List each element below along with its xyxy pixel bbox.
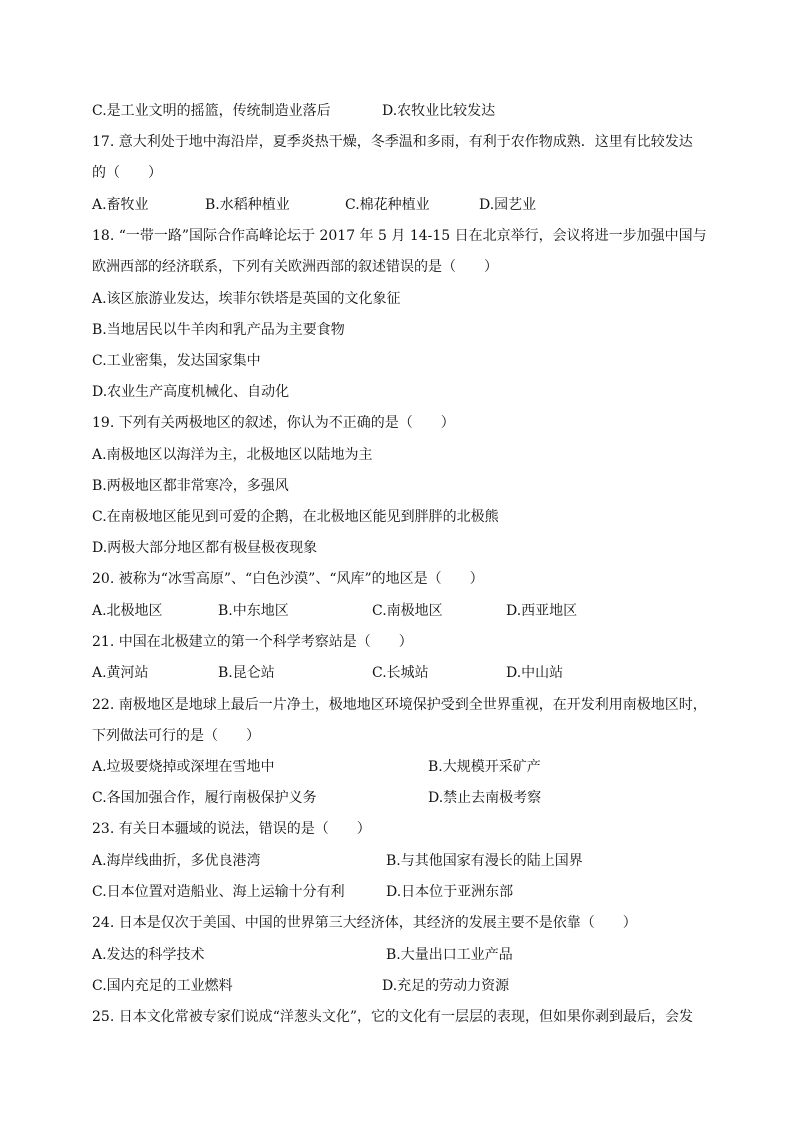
option-c: C.各国加强合作，履行南极保护义务: [92, 790, 317, 806]
question-17-stem: 17. 意大利处于地中海沿岸，夏季炎热干燥，冬季温和多雨，有利于农作物成熟．这里有比较发达: [92, 134, 693, 150]
question-19-stem: 19. 下列有关两极地区的叙述，你认为不正确的是（ ）: [92, 415, 455, 431]
question-23-options-row-1: [92, 850, 706, 872]
question-25-stem: 25. 日本文化常被专家们说成“洋葱头文化”，它的文化有一层层的表现，但如果你剥到最后，会发: [92, 1009, 694, 1025]
question-18-option-b: B.当地居民以牛羊肉和乳产品为主要食物: [92, 322, 345, 338]
option-a: A.垃圾要烧掉或深埋在雪地中: [92, 759, 275, 775]
option-b: B.大量出口工业产品: [386, 947, 513, 963]
question-24-options-row-1: [92, 944, 706, 966]
option-c: C.是工业文明的摇篮，传统制造业落后: [92, 103, 331, 119]
question-18-stem: 18. “一带一路”国际合作高峰论坛于 2017 年 5 月 14-15 日在北京举行，会议将进一步加强中国与: [92, 228, 707, 244]
option-d: D.西亚地区: [506, 603, 578, 619]
option-a: A.黄河站: [92, 665, 149, 681]
question-18-option-a: A.该区旅游业发达，埃菲尔铁塔是英国的文化象征: [92, 291, 401, 307]
question-22-options-row-2: [92, 787, 706, 809]
question-24-stem: 24. 日本是仅次于美国、中国的世界第三大经济体，其经济的发展主要不是依靠（ ）: [92, 915, 637, 931]
question-18-option-c: C.工业密集，发达国家集中: [92, 353, 261, 369]
question-19-option-a: A.南极地区以海洋为主，北极地区以陆地为主: [92, 447, 373, 463]
option-b: B.昆仑站: [218, 665, 275, 681]
option-d: D.中山站: [506, 665, 564, 681]
option-d: D.充足的劳动力资源: [382, 978, 510, 994]
option-c: C.南极地区: [372, 603, 443, 619]
question-21-options-row: [92, 662, 706, 684]
question-21-stem: 21. 中国在北极建立的第一个科学考察站是（ ）: [92, 634, 413, 650]
question-19-option-c: C.在南极地区能见到可爱的企鹅，在北极地区能见到胖胖的北极熊: [92, 509, 499, 525]
question-18-stem-cont: 欧洲西部的经济联系，下列有关欧洲西部的叙述错误的是（ ）: [92, 259, 498, 275]
option-c: C.日本位置对造船业、海上运输十分有利: [92, 884, 345, 900]
question-23-options-row-2: [92, 881, 706, 903]
question-22-options-row-1: [92, 756, 706, 778]
question-20-stem: 20. 被称为“冰雪高原”、“白色沙漠”、“风库”的地区是（ ）: [92, 571, 484, 587]
option-c: C.长城站: [372, 665, 429, 681]
option-a: A.发达的科学技术: [92, 947, 205, 963]
question-24-options-row-2: [92, 975, 706, 997]
question-22-stem-cont: 下列做法可行的是（ ）: [92, 728, 260, 744]
option-c: C.棉花种植业: [345, 197, 430, 213]
option-d: D.农牧业比较发达: [382, 103, 496, 119]
option-b: B.中东地区: [218, 603, 289, 619]
question-19-option-d: D.两极大部分地区都有极昼极夜现象: [92, 540, 318, 556]
question-17-options-row: [92, 194, 706, 216]
question-20-options-row: [92, 600, 706, 622]
option-d: D.日本位于亚洲东部: [386, 884, 514, 900]
option-b: B.与其他国家有漫长的陆上国界: [386, 853, 583, 869]
option-b: B.大规模开采矿产: [428, 759, 541, 775]
option-a: A.北极地区: [92, 603, 163, 619]
option-b: B.水稻种植业: [205, 197, 290, 213]
option-d: D.禁止去南极考察: [428, 790, 542, 806]
question-23-stem: 23. 有关日本疆域的说法，错误的是（ ）: [92, 821, 371, 837]
question-17-stem-cont: 的（ ）: [92, 165, 162, 181]
option-a: A.海岸线曲折，多优良港湾: [92, 853, 261, 869]
question-18-option-d: D.农业生产高度机械化、自动化: [92, 384, 290, 400]
option-a: A.畜牧业: [92, 197, 149, 213]
question-16-options-row: [92, 100, 706, 122]
option-d: D.园艺业: [479, 197, 537, 213]
question-22-stem: 22. 南极地区是地球上最后一片净土，极地地区环境保护受到全世界重视，在开发利用南极地区时，: [92, 697, 707, 713]
option-c: C.国内充足的工业燃料: [92, 978, 233, 994]
question-19-option-b: B.两极地区都非常寒冷，多强风: [92, 478, 289, 494]
